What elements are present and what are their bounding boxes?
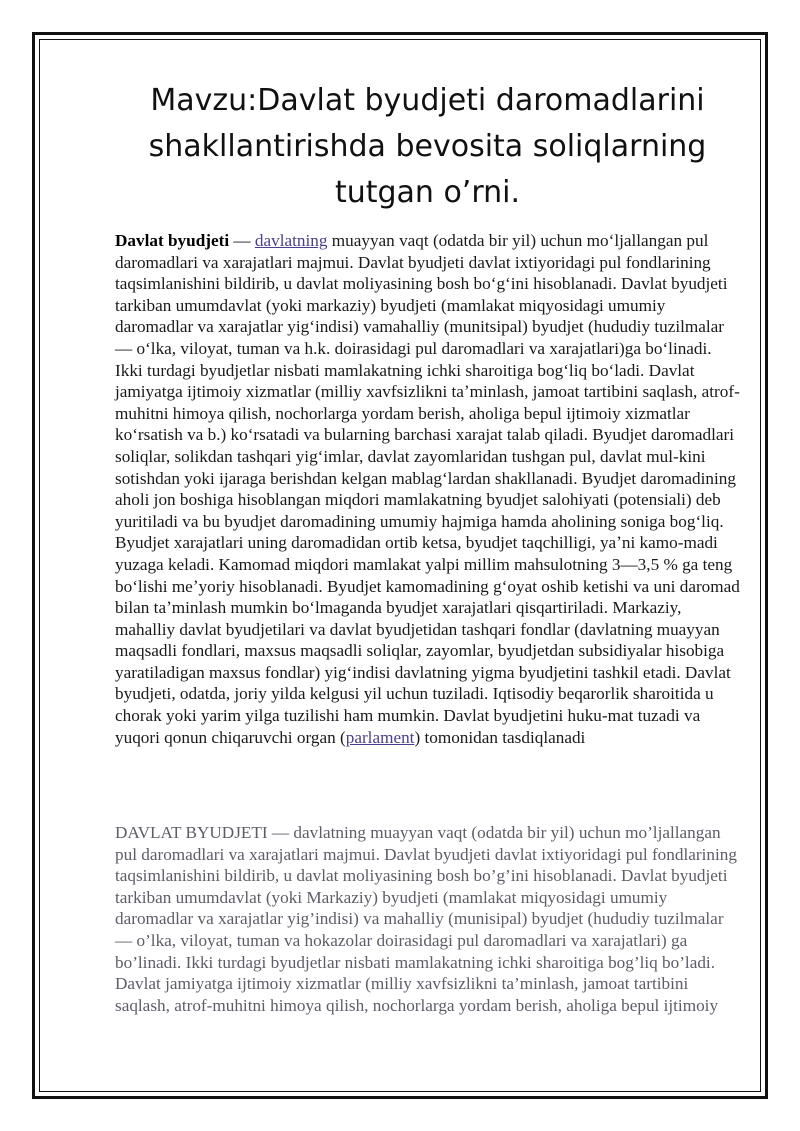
- link-parlament[interactable]: parlament: [345, 727, 415, 747]
- link-davlatning[interactable]: davlatning: [254, 231, 328, 250]
- term-heading: Davlat byudjeti: [115, 231, 230, 250]
- paragraph-text-2: ) tomonidan tasdiqlanadi: [414, 727, 586, 747]
- dash: —: [229, 231, 255, 250]
- paragraph-text-1: muayyan vaqt (odatda bir yil) uchun moʻljallangan pul daromadlari va xarajatlari majmui. Davlat byudjeti davlat ixtiyoridagi pul fondlarining taqsimlanishini bildirib, u davlat moliyasining bosh boʻgʻini hisoblanadi. Davlat byudjeti tarkiban umumdavlat (yoki markaziy) byudjeti (mamlakat miqyosidagi umumiy daromadlar va xarajatlar yigʻindisi) vamahalliy (munitsipal) byudjet (hududiy tuzilmalar — oʻlka, viloyat, tuman va h.k. doirasidagi pul daromadlari va xarajatlari)ga boʻlinadi. Ikki turdagi byudjetlar nisbati mamlakatning ichki sharoitiga bogʻliq boʻladi. Davlat jamiyatga ijtimoiy xizmatlar (milliy xavfsizlikni taʼminlash, jamoat tartibini saqlash, atrof-muhitni himoya qilish, nochorlarga yordam berish, aholiga bepul ijtimoiy xizmatlar koʻrsatish va b.) koʻrsatadi va bularning barchasi xarajat talab qiladi. Byudjet daromadlari soliqlar, solikdan tashqari yigʻimlar, davlat zayomlaridan tushgan pul, davlat mul-kini sotishdan yoki ijaraga berishdan kelgan mablagʻlardan shakllanadi. Byudjet daromadining aholi jon boshiga hisoblangan miqdori mamlakatning byudjet salohiyati (potensiali) deb yuritiladi va bu byudjet daromadining umumiy hajmiga hamda aholining soniga bogʻliq. Byudjet xarajatlari uning daromadidan ortib ketsa, byudjet taqchilligi, yaʼni kamo-madi yuzaga keladi. Kamomad miqdori mamlakat yalpi millim mahsulotning 3—3,5 % ga teng boʻlishi meʼyoriy hisoblanadi. Byudjet kamomadining gʻoyat oshib ketishi va uni daromad bilan taʼminlash mumkin boʻlmaganda byudjet xarajatlari qisqartiriladi. Markaziy, mahalliy davlat byudjetilari va davlat byudjetidan tashqari fondlar (davlatning muayyan maqsadli fondlari, maxsus maqsadli soliqlar, zayomlar, byudjetdan subsidiyalar hisobiga yaratiladigan maxsus fondlar) yigʻindisi davlatning yigma byudjetini tashkil etadi. Davlat byudjeti, odatda, joriy yilda kelgusi yil uchun tuziladi. Iqtisodiy beqarorlik sharoitida u chorak yoki yarim yilga tuzilishi ham mumkin. Davlat byudjetini huku-mat tuzadi va yuqori qonun chiqaruvchi organ (: [115, 231, 740, 747]
- document-title: Mavzu:Davlat byudjeti daromadlarini shakllantirishda bevosita soliqlarning tutgan o’rni.: [148, 83, 707, 210]
- main-paragraph: [115, 230, 742, 748]
- secondary-paragraph: DAVLAT BYUDJETI — davlatning muayyan vaqt (odatda bir yil) uchun mo’ljallangan pul daromadlari va xarajatlari majmui. Davlat byudjeti davlat ixtiyoridagi pul fondlarining taqsimlanishini bildirib, u davlat moliyasining bosh bo’g’ini hisoblanadi. Davlat byudjeti tarkiban umumdavlat (yoki Markaziy) byudjeti (mamlakat miqyosidagi umumiy daromadlar va xarajatlar yig’indisi) va mahalliy (munisipal) byudjet (hududiy tuzilmalar — o’lka, viloyat, tuman va hokazolar doirasidagi pul daromadlari va xarajatlari) ga bo’linadi. Ikki turdagi byudjetlar nisbati mamlakatning ichki sharoitiga bog’liq bo’ladi. Davlat jamiyatga ijtimoiy xizmatlar (milliy xavfsizlikni ta’minlash, jamoat tartibini saqlash, atrof-muhitni himoya qilish, nochorlarga yordam berish, aholiga bepul ijtimoiy: [115, 823, 737, 1015]
